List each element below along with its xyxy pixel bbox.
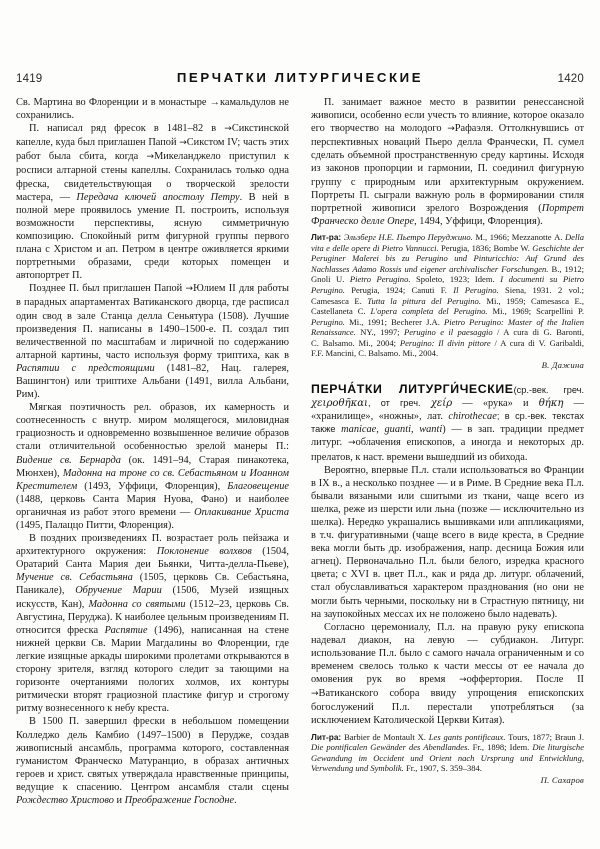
paragraph-text: (1488, церковь Санта Мария Нуова, Фано) и наиболее органичная из работ этого времени — bbox=[16, 493, 289, 518]
paragraph bbox=[16, 282, 289, 401]
etym-3: — «рука» и bbox=[452, 398, 539, 410]
greek-term-3: θήκη bbox=[538, 398, 564, 410]
running-head bbox=[0, 70, 600, 92]
entry-headword: ПЕРЧА́ТКИ ЛИТУРГИ́ЧЕСКИЕ bbox=[311, 382, 514, 397]
greek-term-2: χείρ bbox=[430, 398, 453, 410]
artwork-title: Распятии с предстоящими bbox=[16, 362, 155, 374]
etym-6: ) — в зап. традиции предмет литург. →облачения епископов, а иногда и некоторых др. прелатов, к наст. времени вышедший из обихода. bbox=[311, 424, 585, 463]
artwork-title: Мадонна на троне со св. Себастьяном и Иоанном Крестителем bbox=[16, 467, 289, 492]
artwork-title: Благовещение bbox=[227, 480, 289, 492]
etym-5: ; в ср.-век. текстах также bbox=[311, 411, 584, 435]
paragraph-text: (1493, Уффици, Флоренция), bbox=[77, 480, 228, 492]
latin-term-1: chirothecae bbox=[448, 411, 497, 423]
paragraph bbox=[16, 122, 289, 282]
entry-perchatki-liturgicheskie bbox=[311, 383, 584, 785]
artwork-title: Оплакивание Христа bbox=[194, 506, 289, 518]
artwork-title: Видение св. Бернарда bbox=[16, 454, 121, 466]
artwork-title: Передача ключей апостолу Петру bbox=[76, 191, 240, 203]
bibliography-label: Лит-ра: bbox=[311, 231, 342, 242]
paragraph-text: Мягкая поэтичность рел. образов, их камерность и соотнесенность с внутр. миром молящегося, миловидная грациозность и одновременно возвышенное величие образов стали отличительной особенностью зрелой манеры П.: bbox=[16, 402, 289, 453]
paragraph-text: В поздних произведениях П. возрастает роль пейзажа и архитектурного окружения: bbox=[16, 533, 289, 558]
paragraph-text: (1512–23, церковь Св. Августина, Перуджа). К наиболее цельным произведениям П. относится фреска bbox=[16, 598, 289, 636]
paragraph-text: . bbox=[234, 794, 237, 806]
paragraph-text: П. написал ряд фресок в 1481–82 в →Сикстинской капелле, куда был приглашен Папой →Сикстом IV; часть этих работ была сбита, когда →Микеланджело приступил к росписи алтарной стены капеллы. Сохранилась только одна фреска, свидетельствующая о творческой зрелости мастера, — bbox=[16, 123, 289, 203]
artwork-title: Обручение Марии bbox=[75, 585, 162, 597]
paragraph-text: (1504, Оратарий Санта Мария деи Бьянки, Читта-делла-Пьеве), bbox=[16, 546, 289, 571]
artwork-title: Распятие bbox=[104, 624, 148, 636]
paragraph-text: (1505, церковь Св. Себастьяна, Паникале), bbox=[16, 572, 289, 597]
bibliography-text: Barbier de Montault X. Les gants pontificaux. Tours, 1877; Braun J. Die pontificalen Gewänder des Abendlandes. Fr., 1898; Idem. Die liturgische Gewandung im Occident und Orient nach Ursprung und Entwicklung, Verwendung und Symbolik. Fr., 1907, S. 359–384. bbox=[311, 731, 585, 774]
artwork-title: Мадонна со святыми bbox=[88, 598, 186, 610]
artwork-title: Мучение св. Себастьяна bbox=[16, 572, 133, 584]
bibliography-perchatki bbox=[311, 732, 584, 774]
column-container bbox=[16, 96, 585, 806]
artwork-title: Рождество Христово bbox=[16, 794, 114, 806]
paragraph-text: (1496), написанная на стене нижней церкви Св. Марии Магдалины во Флоренции, где легкие изящные аркады широкими пролетами открываются в сторону зрителя, взгляд которого следит за тающими на горизонте очертаниями пологих холмов, их контуры ритмически вторят грациозной пластике фигур и строгому ритму вознесенного к небу креста. bbox=[16, 624, 289, 715]
paragraph bbox=[311, 621, 584, 728]
paragraph: Вероятно, впервые П.л. стали использоваться во Франции в IX в., а несколько позднее — и в Риме. В Средние века П.л. бывали вязаными или сшитыми из ткани, чаще всего из шелка, реже из шерсти или льна (позже — исключительно из шелка). Нередко украшались вышивками или аппликациями, в т.ч. фигуративными (чаще всего в виде креста, в Средние века могли быть др. изображения, напр. десница Божия или агнец). Первоначально П.л. были белого, изредка красного цвета; с XVI в. цвет П.л., как и ряда др. литург. облачений, стал обуславливаться характером празднования (но они не могли быть черными, поскольку ни в Страстную пятницу, ни на заупокойных мессах их не положено было надевать). bbox=[311, 464, 584, 620]
paragraph-text: Согласно церемониалу, П.л. на правую руку епископа надевал диакон, на левую — субдиакон. Литург. использование П.л. было с самого начала ограниченным и со временем свелось только к части мессы от ее начала до омовения рук во время →оффертория. После II →Ватиканского собора ввиду упрощения епископских богослужений П.л. перестали употребляться (за исключением Католической Церкви Китая). bbox=[311, 621, 584, 727]
bibliography-text: Эльзберг Н.Е. Пьетро Перуджино. М., 1966; Mezzanotte A. Della vita e delle opere di Pietro Vannucci. Perugia, 1836; Bombe W. Geschichte der Peruginer Malerei bis zu Perugino und Pinturicchio: Auf Grund des Nachlasses Adamo Rossis und eigener archivalischer Forschungen. B., 1912; Gnoli U. Pietro Perugino. Spoleto, 1923; Idem. I documenti su Pietro Perugino. Perugia, 1924; Canuti F. Il Perugino. Siena, 1931. 2 vol.; Camesasca E. Tutta la pittura del Perugino. Mi., 1959; Camesasca E., Castellaneta C. L'opera completa del Perugino. Mi., 1969; Scarpellini P. Perugino. Mi., 1991; Becherer J.A. Pietro Perugino: Master of the Italien Renaissance. NY., 1997; Perugino e il paesaggio / A cura di G. Baronti, C. Balsamo. Mi., 2004; Perugino: Il divin pittore / A cura di V. Garibaldi, F.F. Mancini, C. Balsamo. Mi., 2004. bbox=[311, 231, 584, 359]
folio-right: 1420 bbox=[557, 73, 584, 85]
paragraph-text: (ок. 1491–94, Старая пинакотека, Мюнхен), bbox=[16, 454, 290, 479]
paragraph bbox=[311, 96, 584, 228]
paragraph-text: Позднее П. был приглашен Папой →Юлием II для работы в парадных апартаментах Ватиканского дворца, где расписал один свод в зале Станца делла Сеньятура (1508). Лучшие произведения П. написаны в 1490–1500-е. П. создал тип величественной по масштабам и лиричной по содержанию алтарной картины, часто используя форму триптиха, как в bbox=[16, 283, 289, 361]
right-column bbox=[311, 96, 584, 796]
paragraph-text: П. занимает важное место в развитии ренессансной живописи, особенно если учесть то влияние, которое оказало его творчество на молодого →Рафаэля. Оттолкнувшись от перспективных новаций Пьеро делла Франчески, П. сумел сделать объемной пространственную среду картины. Исходя из законов пропорции и гармонии, П. соединил фигурную группу с природным или архитектурным окружением. Портреты П. сыграли важную роль в формировании стиля портретной живописи зрелого Возрождения ( bbox=[311, 97, 584, 214]
paragraph bbox=[16, 401, 289, 532]
paragraph bbox=[16, 715, 289, 807]
paragraph-text: , 1494, Уффици, Флоренция). bbox=[414, 215, 543, 227]
artwork-title: Портрет Франческо делле Опере bbox=[311, 202, 584, 227]
artwork-title: Преображение Господне bbox=[124, 794, 235, 806]
paragraph-text: . В ней в полной мере проявилось умение П. построить, используя возможности перспективы, ясную симметричную композицию. Спокойный ритм фигурной группы первого плана с Христом и ап. Петром в центре оживляется яркими портретными образами, среди которых помещен и автопортрет П. bbox=[16, 191, 289, 282]
paragraph-text: (1506, Музей изящных искусств, Кан), bbox=[16, 585, 289, 610]
latin-term-2: manicae, guanti, wanti bbox=[341, 424, 443, 436]
paragraph: Св. Мартина во Флоренции и в монастыре →камальдулов не сохранились. bbox=[16, 97, 289, 122]
paragraph-text: и bbox=[113, 794, 125, 806]
left-column bbox=[16, 96, 290, 806]
paragraph-text: (1481–82, Нац. галерея, Вашингтон) или триптихе Альбани (1491, вилла Альбани, Рим). bbox=[16, 362, 289, 401]
etym-4: — «хранилище», «ножны», лат. bbox=[311, 398, 584, 423]
entry-etymology bbox=[311, 385, 584, 462]
bibliography-label: Лит-ра: bbox=[311, 731, 342, 742]
folio-left: 1419 bbox=[16, 73, 43, 85]
running-title: ПЕРЧАТКИ ЛИТУРГИЧЕСКИЕ bbox=[176, 70, 424, 85]
author-signature: П. Сахаров bbox=[540, 774, 584, 785]
author-signature: В. Дажина bbox=[541, 360, 584, 371]
artwork-title: Поклонение волхвов bbox=[156, 546, 252, 558]
etym-open: (ср.-век. греч. bbox=[513, 385, 584, 396]
paragraph-text: В 1500 П. завершил фрески в небольшом помещении Колледжо дель Камбио (1497–1500) в Перудже, создав живописный ансамбль, программа которого, составленная гуманистом Франческо Матуранцио, в образах античных героев и христ. святых утверждала нравственные принципы, ведущие к спасению. Центром ансамбля стали сцены bbox=[16, 716, 289, 793]
paragraph-text: (1495, Палаццо Питти, Флоренция). bbox=[16, 520, 174, 531]
entry-paragraph bbox=[311, 383, 584, 464]
paragraph bbox=[16, 532, 289, 715]
etym-2: , от греч. bbox=[368, 398, 431, 409]
greek-term-1: χειροθῆκαι bbox=[311, 398, 369, 410]
bibliography-perugino bbox=[311, 232, 584, 359]
